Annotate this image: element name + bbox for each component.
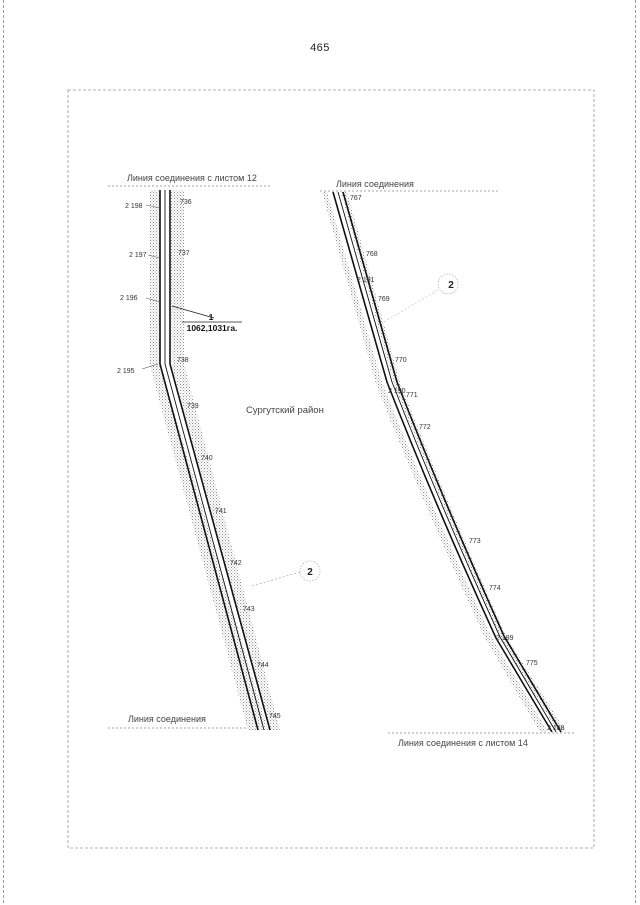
- point-label: 769: [378, 296, 390, 303]
- point-label: 774: [489, 585, 501, 592]
- point-label: 2 188: [547, 725, 565, 732]
- left-strip: [150, 190, 280, 730]
- point-label: 772: [419, 424, 431, 431]
- connection-label-top-left: Линия соединения с листом 12: [127, 173, 257, 183]
- point-label: 743: [243, 606, 255, 613]
- connection-label-top-right: Линия соединения: [336, 179, 414, 189]
- point-label: 741: [215, 508, 227, 515]
- zone-leader-right: [384, 290, 438, 322]
- point-label: 771: [406, 392, 418, 399]
- point-label: 745: [269, 713, 281, 720]
- right-strip-axis: [338, 192, 556, 732]
- point-label: 2 198: [125, 203, 143, 210]
- right-strip-hatch-inner: [341, 192, 566, 732]
- point-label: 738: [177, 357, 189, 364]
- point-label: 740: [201, 455, 213, 462]
- point-label: 739: [187, 403, 199, 410]
- point-label: 768: [366, 251, 378, 258]
- parcel-number: 1: [208, 312, 214, 322]
- connection-label-bottom-right: Линия соединения с листом 14: [398, 738, 528, 748]
- point-label: 2 191: [357, 277, 375, 284]
- point-label: 2 196: [120, 295, 138, 302]
- right-strip-boundary-inner: [343, 192, 561, 732]
- region-label: Сургутский район: [246, 405, 324, 416]
- zone-leader-left: [252, 572, 300, 586]
- point-label: 770: [395, 357, 407, 364]
- point-label: 742: [230, 560, 242, 567]
- page-number: 465: [310, 42, 330, 54]
- point-label: 2 190: [388, 388, 406, 395]
- point-label: 775: [526, 660, 538, 667]
- point-label: 2 197: [129, 252, 147, 259]
- connection-label-bottom-left: Линия соединения: [128, 714, 206, 724]
- point-label: 737: [178, 250, 190, 257]
- map-frame: [68, 90, 594, 848]
- point-label: 744: [257, 662, 269, 669]
- parcel-area: 1062,1031га.: [186, 323, 238, 333]
- point-label: 2 195: [117, 368, 135, 375]
- point-label: 736: [180, 199, 192, 206]
- right-strip: [322, 192, 566, 732]
- zone-label-right: 2: [448, 280, 454, 291]
- point-label: 767: [350, 195, 362, 202]
- zone-label-left: 2: [307, 567, 313, 578]
- point-label: 2 189: [496, 635, 514, 642]
- point-label: 773: [469, 538, 481, 545]
